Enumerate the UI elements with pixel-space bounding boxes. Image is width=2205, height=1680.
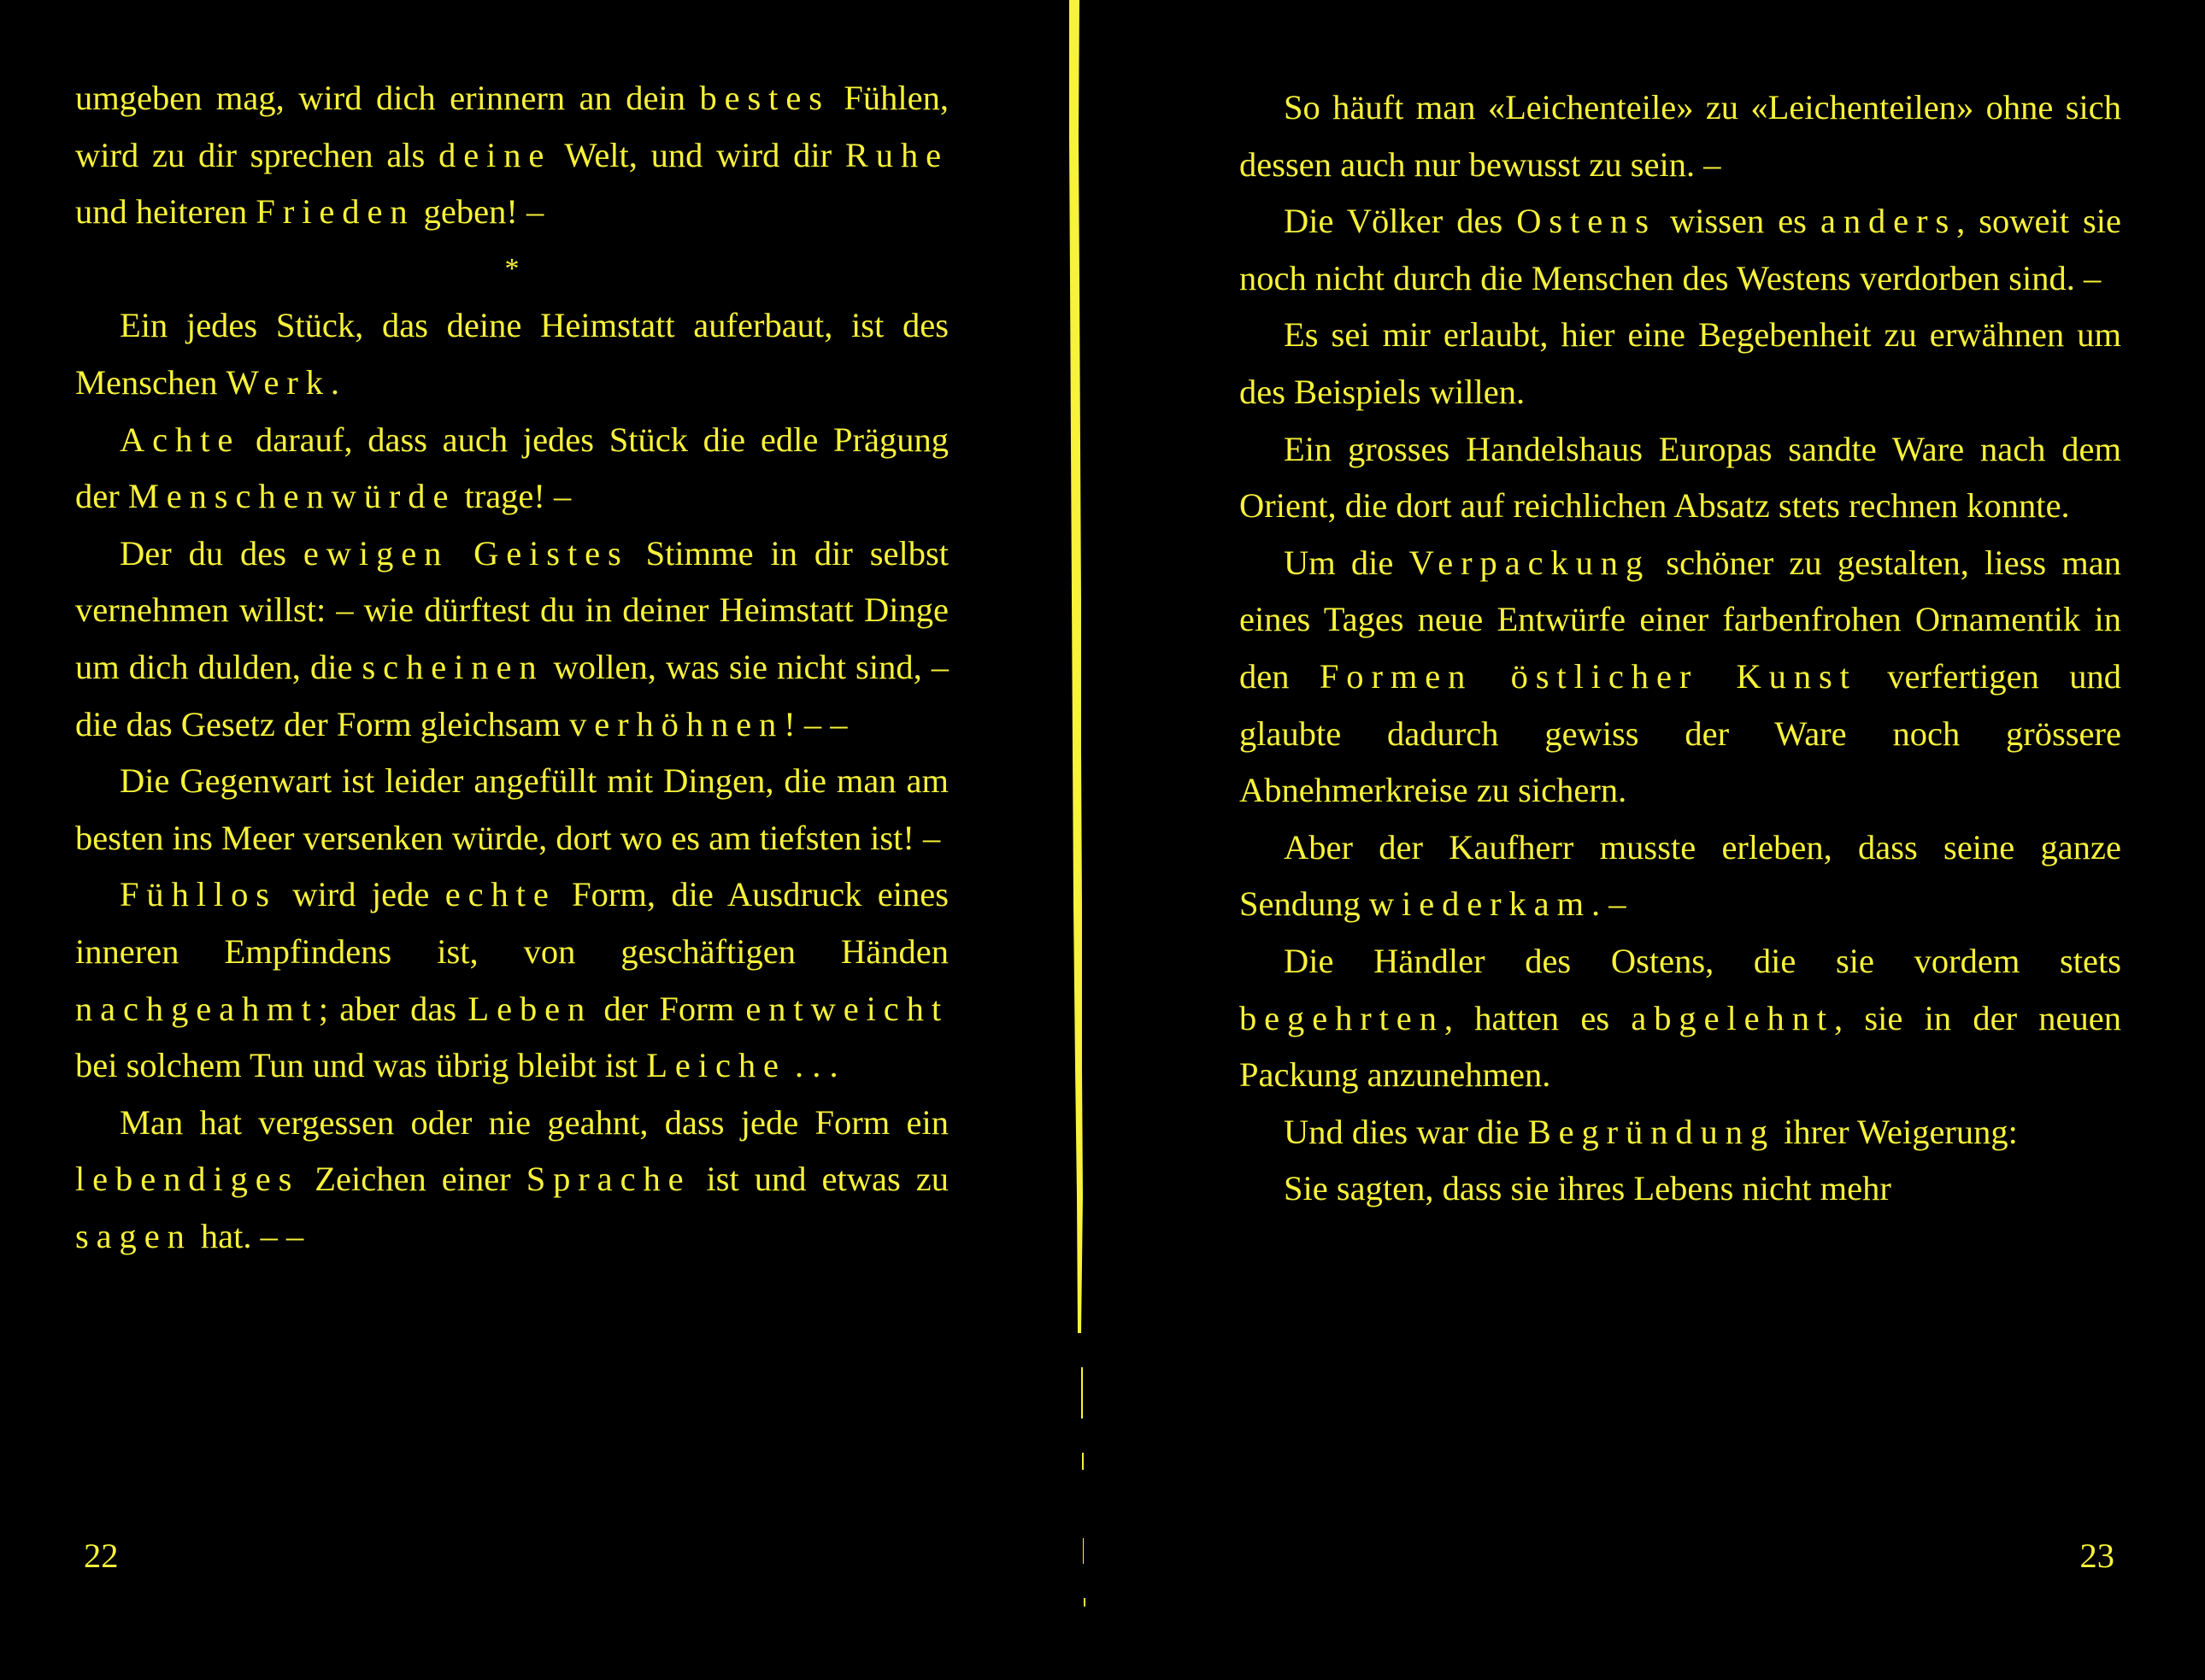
emphasized-text: Menschenwürde xyxy=(127,477,456,516)
text-run: , soweit sie noch nicht durch die Menschen des Westens verdorben sind. – xyxy=(1239,202,2121,297)
text-run: Welt, und wird dir xyxy=(551,135,845,174)
emphasized-text: Ostens xyxy=(1516,202,1656,241)
paragraph xyxy=(75,70,949,241)
paragraph xyxy=(75,412,949,526)
paragraph xyxy=(1239,421,2121,535)
emphasized-text: Begründung xyxy=(1527,1112,1776,1151)
text-run: Um die xyxy=(1284,543,1409,582)
emphasized-text: Werk xyxy=(226,362,331,402)
text-run: So häuft man «Leichenteile» zu «Leichenteilen» ohne sich dessen auch nur bewusst zu sein. – xyxy=(1239,88,2121,184)
paragraph xyxy=(75,526,949,753)
paragraph xyxy=(75,1095,949,1266)
paragraph xyxy=(1239,1160,2121,1218)
text-run: . . . xyxy=(785,1046,838,1085)
right-page-text xyxy=(1239,79,2121,1218)
text-run: wollen, was sie nicht sind, – die das Gesetz der Form gleichsam xyxy=(75,647,949,743)
text-run: , sie in der neuen Packung anzunehmen. xyxy=(1239,998,2121,1095)
emphasized-text: Formen östlicher Kunst xyxy=(1319,656,1857,696)
paragraph xyxy=(1239,193,2121,307)
emphasized-text: lebendiges xyxy=(75,1160,300,1199)
emphasized-text: Frieden xyxy=(256,192,415,232)
text-run: Der du des xyxy=(120,533,303,573)
emphasized-text: deine xyxy=(438,135,552,174)
text-run: Man hat vergessen oder nie geahnt, dass jede Form ein xyxy=(120,1102,949,1142)
text-run: verfertigen und glaubte dadurch gewiss der Ware noch grössere Abnehmerkreise zu sichern. xyxy=(1239,656,2121,810)
text-run: ; aber das xyxy=(318,989,468,1028)
text-run: und heiteren xyxy=(75,192,256,232)
paragraph xyxy=(1239,819,2121,933)
text-run: Zeichen einer xyxy=(299,1160,526,1199)
paragraph xyxy=(75,297,949,411)
book-spine xyxy=(1068,0,1097,1680)
left-page-text xyxy=(75,70,949,1265)
text-run: Die Händler des Ostens, die sie vordem stets xyxy=(1284,941,2121,980)
paragraph xyxy=(1239,307,2121,420)
text-run: Und dies war die xyxy=(1284,1112,1528,1151)
paragraph xyxy=(1239,79,2121,193)
text-run: der Form xyxy=(592,989,746,1028)
text-run: ! – – xyxy=(784,704,848,743)
emphasized-text: Sprache xyxy=(526,1160,691,1199)
text-run: Die Gegenwart ist leider angefüllt mit Dingen, die man am besten ins Meer versenken würde, dort wo es am tiefsten ist! – xyxy=(75,761,949,857)
section-separator: * xyxy=(504,252,520,285)
emphasized-text: scheinen xyxy=(362,647,544,686)
text-run: Aber der Kaufherr musste erleben, dass seine ganze Sendung xyxy=(1239,827,2121,924)
text-run: Die Völker des xyxy=(1284,202,1517,241)
emphasized-text: Leben xyxy=(467,989,593,1028)
text-run: bei solchem Tun und was übrig bleibt ist xyxy=(75,1046,647,1085)
text-run: Form, die Ausdruck eines inneren Empfindens ist, von geschäftigen Händen xyxy=(75,875,949,971)
emphasized-text: anders xyxy=(1820,202,1957,241)
emphasized-text: Fühllos xyxy=(120,875,277,914)
text-run: ist und etwas zu xyxy=(691,1160,949,1199)
text-run: . – xyxy=(1591,884,1626,924)
text-run: geben! – xyxy=(415,192,544,232)
text-run: Es sei mir erlaubt, hier eine Begebenheit zu erwähnen um des Beispiels willen. xyxy=(1239,315,2121,411)
text-run: trage! – xyxy=(456,477,572,516)
text-run: wird jede xyxy=(276,875,445,914)
emphasized-text: verhöhnen xyxy=(569,704,785,743)
page-number-left: 22 xyxy=(84,1536,119,1575)
text-run: . xyxy=(330,362,340,402)
emphasized-text: Achte xyxy=(120,420,241,459)
text-run: Sie sagten, dass sie ihres Lebens nicht mehr xyxy=(1284,1169,1891,1208)
text-run: Fühlen, wird zu dir sprechen als xyxy=(75,79,949,174)
emphasized-text: bestes xyxy=(699,79,830,117)
text-run: Ein grosses Handelshaus Europas sandte Ware nach dem Orient, die dort auf reichlichen Absatz stets rechnen konnte. xyxy=(1239,429,2121,526)
paragraph xyxy=(75,753,949,866)
emphasized-text: wiederkam xyxy=(1368,884,1591,924)
left-page xyxy=(75,0,949,1680)
emphasized-text: entweicht xyxy=(745,989,949,1028)
text-run: , hatten es xyxy=(1444,998,1632,1037)
page-number-right: 23 xyxy=(2079,1536,2114,1575)
emphasized-text: sagen xyxy=(75,1216,192,1255)
paragraph xyxy=(75,866,949,1094)
paragraph xyxy=(1239,933,2121,1104)
emphasized-text: nachgeahmt xyxy=(75,989,319,1028)
text-run: darauf, dass auch jedes Stück die edle Prägung der xyxy=(75,420,949,516)
text-run: Stimme in dir selbst vernehmen willst: – wie dürftest du in deiner Heimstatt Dinge um dich dulden, die xyxy=(75,533,949,686)
emphasized-text: Verpackung xyxy=(1408,543,1651,582)
right-page xyxy=(1239,0,2121,1680)
paragraph xyxy=(1239,535,2121,819)
text-run: Ein jedes Stück, das deine Heimstatt auferbaut, ist des Menschen xyxy=(75,306,949,402)
text-run: ihrer Weigerung: xyxy=(1775,1112,2018,1151)
emphasized-text: Ruhe xyxy=(844,135,949,174)
emphasized-text: begehrten xyxy=(1239,998,1444,1037)
emphasized-text: Leiche xyxy=(646,1046,786,1085)
emphasized-text: abgelehnt xyxy=(1631,998,1835,1037)
emphasized-text: ewigen Geistes xyxy=(303,533,629,573)
text-run: hat. – – xyxy=(191,1216,304,1255)
emphasized-text: echte xyxy=(444,875,556,914)
text-run: schöner zu gestalten, liess man eines Tages neue Entwürfe einer farbenfrohen Ornamentik in den xyxy=(1239,543,2121,696)
text-run: umgeben mag, wird dich erinnern an dein xyxy=(75,79,700,117)
paragraph xyxy=(1239,1104,2121,1161)
text-run: wissen es xyxy=(1655,202,1820,241)
